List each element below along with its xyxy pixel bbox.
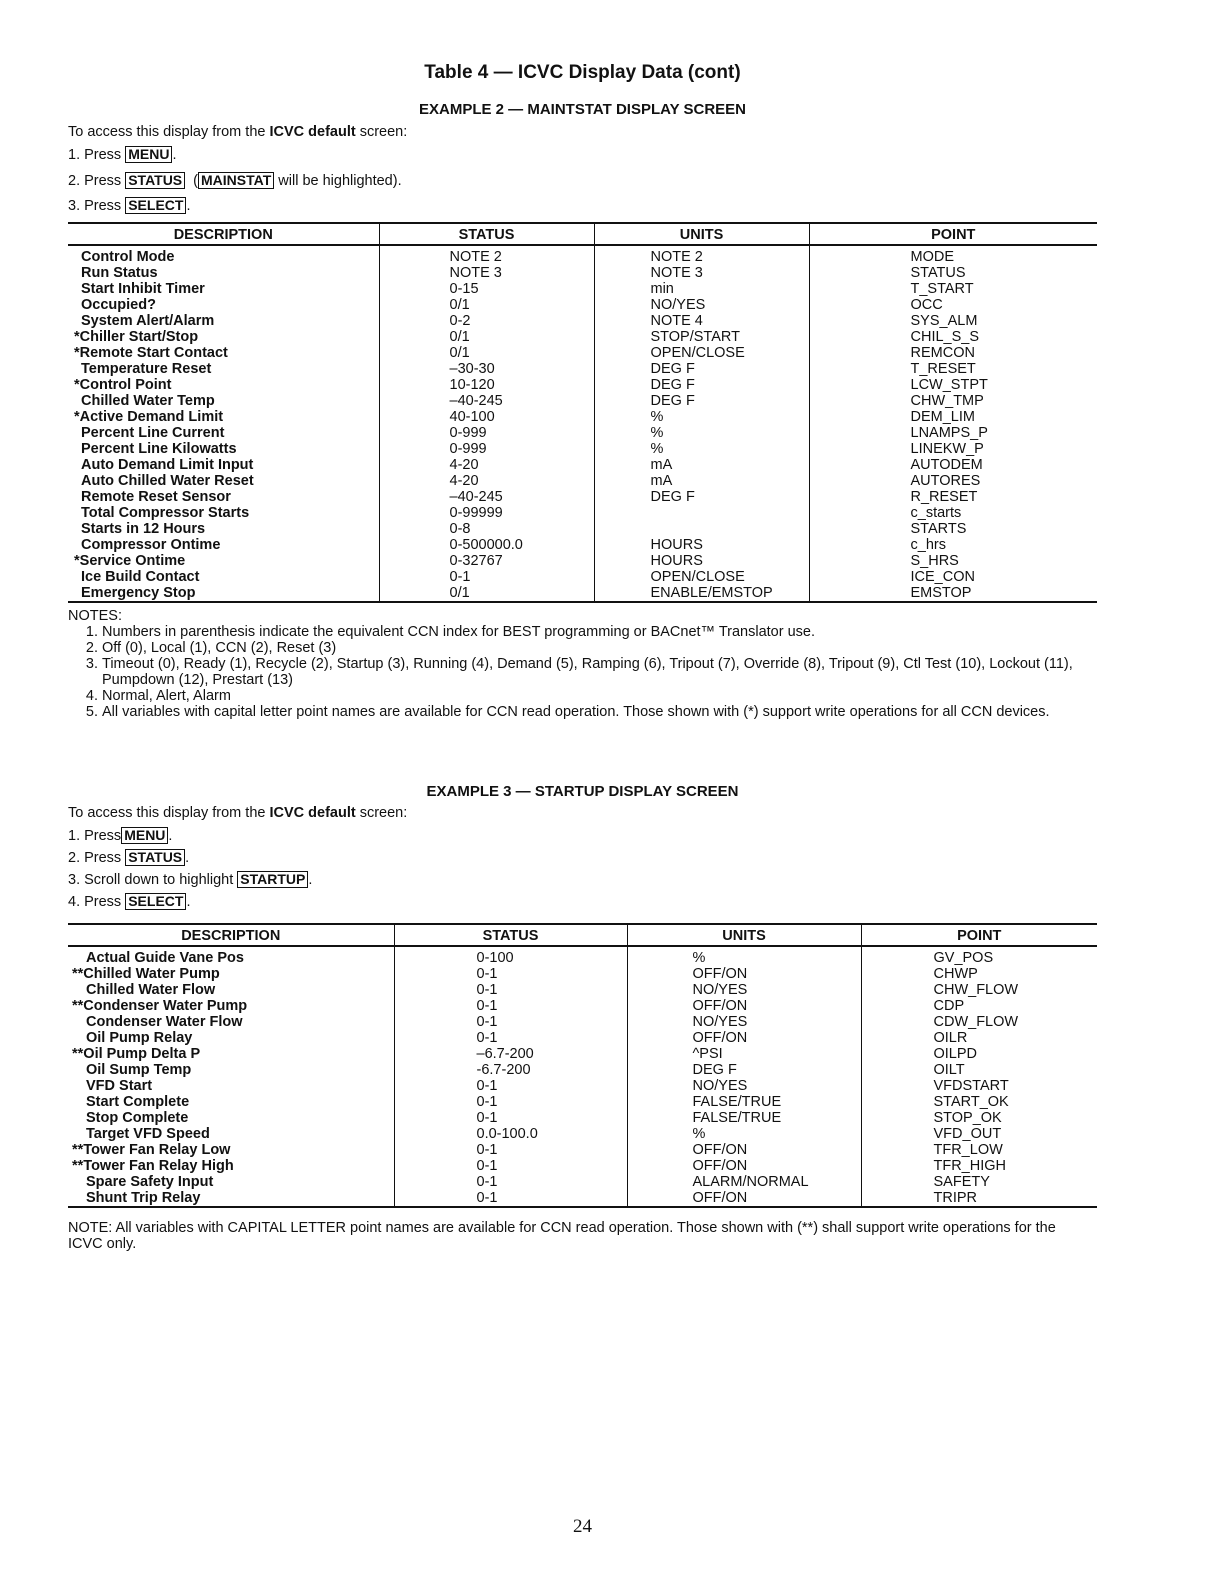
- step-text: 2. Press: [68, 173, 126, 189]
- select-key: SELECT: [125, 893, 186, 910]
- cell-description: *Control Point: [74, 377, 172, 393]
- example3-step-3: [68, 871, 312, 888]
- step-text: .: [308, 872, 313, 888]
- cell-status: 0/1: [379, 329, 594, 345]
- cell-point: OCC: [809, 297, 1097, 313]
- cell-units: NOTE 2: [594, 245, 809, 265]
- table-row: [68, 265, 1097, 281]
- cell-description: Auto Demand Limit Input: [81, 457, 254, 473]
- cell-status: –40-245: [379, 489, 594, 505]
- menu-key: MENU: [121, 827, 168, 844]
- example2-step-2: [68, 172, 402, 189]
- cell-description: Percent Line Kilowatts: [81, 441, 237, 457]
- cell-description: Remote Reset Sensor: [81, 489, 231, 505]
- cell-status: –6.7-200: [394, 1046, 627, 1062]
- cell-description: Shunt Trip Relay: [68, 1190, 394, 1207]
- cell-units: FALSE/TRUE: [627, 1110, 861, 1126]
- cell-units: NOTE 4: [594, 313, 809, 329]
- cell-status: 0-32767: [379, 553, 594, 569]
- cell-description: **Oil Pump Delta P: [72, 1046, 201, 1062]
- note-item: 5. All variables with capital letter point names are available for CCN read operation. Those shown with (*) support write operations for all CCN devices.: [102, 704, 1108, 720]
- cell-point: S_HRS: [809, 553, 1097, 569]
- notes-list: [68, 624, 1108, 720]
- cell-point: CHIL_S_S: [809, 329, 1097, 345]
- step-text: (: [189, 173, 198, 189]
- cell-point: OILR: [861, 1030, 1097, 1046]
- cell-point: OILPD: [861, 1046, 1097, 1062]
- table-row: [68, 1014, 1097, 1030]
- cell-status: 0-1: [394, 1094, 627, 1110]
- cell-units: NO/YES: [594, 297, 809, 313]
- step-text: will be highlighted).: [274, 173, 402, 189]
- cell-units: %: [627, 946, 861, 966]
- table-row: [68, 1046, 1097, 1062]
- cell-status: 0-8: [379, 521, 594, 537]
- cell-units: ^PSI: [627, 1046, 861, 1062]
- cell-units: OFF/ON: [627, 1190, 861, 1207]
- cell-status: 40-100: [379, 409, 594, 425]
- cell-point: AUTORES: [809, 473, 1097, 489]
- step-text: .: [186, 894, 191, 910]
- cell-point: REMCON: [809, 345, 1097, 361]
- cell-description: *Service Ontime: [74, 553, 186, 569]
- cell-status: 0/1: [379, 345, 594, 361]
- table-row: [68, 569, 1097, 585]
- cell-status: 0-1: [394, 1014, 627, 1030]
- cell-description: Percent Line Current: [81, 425, 225, 441]
- cell-units: min: [594, 281, 809, 297]
- table-row: [68, 1078, 1097, 1094]
- cell-status: 4-20: [379, 473, 594, 489]
- access-post: screen:: [355, 805, 408, 821]
- cell-units: %: [594, 425, 809, 441]
- step-text: .: [168, 828, 173, 844]
- startup-table: [68, 923, 1097, 1208]
- cell-description: Actual Guide Vane Pos: [86, 950, 244, 966]
- cell-units: mA: [594, 457, 809, 473]
- cell-units: DEG F: [594, 377, 809, 393]
- header-units: UNITS: [594, 223, 809, 245]
- cell-point: R_RESET: [809, 489, 1097, 505]
- table-header-row: [68, 924, 1097, 946]
- table-row: [68, 553, 1097, 569]
- cell-point: SYS_ALM: [809, 313, 1097, 329]
- table-row: [68, 409, 1097, 425]
- cell-description: VFD Start: [86, 1078, 153, 1094]
- cell-status: -6.7-200: [394, 1062, 627, 1078]
- cell-status: 0-1: [394, 1142, 627, 1158]
- table-row: [68, 998, 1097, 1014]
- table-row: [68, 982, 1097, 998]
- cell-units: %: [594, 441, 809, 457]
- cell-point: c_hrs: [809, 537, 1097, 553]
- cell-description: Occupied?: [81, 297, 156, 313]
- table-header-row: [68, 223, 1097, 245]
- cell-units: OFF/ON: [627, 1158, 861, 1174]
- cell-description: *Remote Start Contact: [74, 345, 228, 361]
- cell-units: STOP/START: [594, 329, 809, 345]
- cell-point: LNAMPS_P: [809, 425, 1097, 441]
- cell-point: VFD_OUT: [861, 1126, 1097, 1142]
- cell-status: 0-500000.0: [379, 537, 594, 553]
- cell-description: Total Compressor Starts: [81, 505, 250, 521]
- mainstat-key: MAINSTAT: [198, 172, 274, 189]
- table-row: [68, 1094, 1097, 1110]
- cell-status: 0-1: [394, 1174, 627, 1190]
- table-row: [68, 966, 1097, 982]
- example2-access-instruction: [68, 124, 407, 140]
- cell-point: EMSTOP: [809, 585, 1097, 602]
- cell-point: c_starts: [809, 505, 1097, 521]
- cell-point: TFR_LOW: [861, 1142, 1097, 1158]
- table-row: [68, 1190, 1097, 1207]
- cell-point: LCW_STPT: [809, 377, 1097, 393]
- cell-units: NO/YES: [627, 1078, 861, 1094]
- step-text: 1. Press: [68, 828, 122, 844]
- cell-point: STOP_OK: [861, 1110, 1097, 1126]
- cell-units: ALARM/NORMAL: [627, 1174, 861, 1190]
- cell-point: CHWP: [861, 966, 1097, 982]
- cell-description: Condenser Water Flow: [86, 1014, 243, 1030]
- cell-point: TFR_HIGH: [861, 1158, 1097, 1174]
- cell-status: 0-1: [394, 982, 627, 998]
- cell-units: [594, 505, 809, 521]
- page-number: 24: [573, 1516, 592, 1537]
- cell-status: 0.0-100.0: [394, 1126, 627, 1142]
- cell-status: 10-120: [379, 377, 594, 393]
- cell-units: OFF/ON: [627, 1030, 861, 1046]
- cell-status: –30-30: [379, 361, 594, 377]
- cell-point: LINEKW_P: [809, 441, 1097, 457]
- cell-description: *Chiller Start/Stop: [74, 329, 199, 345]
- table-row: [68, 537, 1097, 553]
- cell-description: Run Status: [81, 265, 158, 281]
- table-row: [68, 377, 1097, 393]
- startup-table-body: [68, 946, 1097, 1207]
- access-pre: To access this display from the: [68, 124, 270, 140]
- step-text: 3. Scroll down to highlight: [68, 872, 238, 888]
- table-row: [68, 1126, 1097, 1142]
- maintstat-table: [68, 222, 1097, 603]
- step-text: 4. Press: [68, 894, 126, 910]
- cell-status: 0/1: [379, 297, 594, 313]
- cell-units: NOTE 3: [594, 265, 809, 281]
- cell-status: 0-2: [379, 313, 594, 329]
- cell-units: ENABLE/EMSTOP: [594, 585, 809, 602]
- example3-heading: EXAMPLE 3 — STARTUP DISPLAY SCREEN: [426, 783, 739, 800]
- cell-description: Emergency Stop: [68, 585, 379, 602]
- header-point: POINT: [861, 924, 1097, 946]
- note-item: 3. Timeout (0), Ready (1), Recycle (2), Startup (3), Running (4), Demand (5), Ramping (6), Tripout (7), Override (8), Tripout (9), Ctl Test (10), Lockout (11), Pumpdown (12), Prestart (13): [102, 656, 1108, 688]
- cell-status: 0/1: [379, 585, 594, 602]
- cell-status: 0-99999: [379, 505, 594, 521]
- cell-description: **Condenser Water Pump: [72, 998, 248, 1014]
- cell-status: NOTE 3: [379, 265, 594, 281]
- table-row: [68, 329, 1097, 345]
- cell-description: Spare Safety Input: [86, 1174, 214, 1190]
- cell-point: MODE: [809, 245, 1097, 265]
- cell-description: Oil Sump Temp: [86, 1062, 192, 1078]
- example2-heading: EXAMPLE 2 — MAINTSTAT DISPLAY SCREEN: [419, 101, 746, 118]
- table-row: [68, 457, 1097, 473]
- header-units: UNITS: [627, 924, 861, 946]
- table-row: [68, 245, 1097, 265]
- cell-point: AUTODEM: [809, 457, 1097, 473]
- example3-access-instruction: [68, 805, 407, 821]
- cell-description: **Tower Fan Relay Low: [72, 1142, 231, 1158]
- table-row: [68, 297, 1097, 313]
- table-row: [68, 1062, 1097, 1078]
- note-item: 2. Off (0), Local (1), CCN (2), Reset (3): [102, 640, 1108, 656]
- cell-units: OFF/ON: [627, 966, 861, 982]
- cell-status: 4-20: [379, 457, 594, 473]
- cell-units: [594, 521, 809, 537]
- cell-units: OPEN/CLOSE: [594, 569, 809, 585]
- table-row: [68, 425, 1097, 441]
- step-text: .: [185, 850, 190, 866]
- cell-description: Target VFD Speed: [86, 1126, 210, 1142]
- cell-units: mA: [594, 473, 809, 489]
- cell-status: 0-999: [379, 441, 594, 457]
- notes-heading: NOTES:: [68, 608, 122, 624]
- table-row: [68, 345, 1097, 361]
- cell-units: %: [594, 409, 809, 425]
- cell-units: OPEN/CLOSE: [594, 345, 809, 361]
- cell-units: DEG F: [594, 361, 809, 377]
- cell-point: T_START: [809, 281, 1097, 297]
- cell-description: Chilled Water Temp: [81, 393, 215, 409]
- example2-step-3: [68, 197, 190, 214]
- startup-key: STARTUP: [237, 871, 308, 888]
- access-post: screen:: [355, 124, 408, 140]
- status-key: STATUS: [125, 849, 185, 866]
- cell-units: DEG F: [594, 393, 809, 409]
- maintstat-table-body: [68, 245, 1097, 602]
- cell-status: 0-1: [394, 998, 627, 1014]
- cell-description: Auto Chilled Water Reset: [81, 473, 254, 489]
- step-text: 1. Press: [68, 147, 126, 163]
- cell-units: OFF/ON: [627, 1142, 861, 1158]
- cell-units: OFF/ON: [627, 998, 861, 1014]
- cell-description: Ice Build Contact: [81, 569, 200, 585]
- table-row: [68, 505, 1097, 521]
- table-row: [68, 361, 1097, 377]
- cell-status: 0-1: [379, 569, 594, 585]
- access-pre: To access this display from the: [68, 805, 270, 821]
- cell-units: DEG F: [594, 489, 809, 505]
- cell-status: NOTE 2: [379, 245, 594, 265]
- cell-description: *Active Demand Limit: [74, 409, 224, 425]
- cell-description: **Chilled Water Pump: [72, 966, 220, 982]
- cell-status: 0-1: [394, 1110, 627, 1126]
- step-text: 2. Press: [68, 850, 126, 866]
- cell-description: System Alert/Alarm: [81, 313, 215, 329]
- menu-key: MENU: [125, 146, 172, 163]
- table-row: [68, 473, 1097, 489]
- cell-description: Oil Pump Relay: [86, 1030, 193, 1046]
- cell-description: Control Mode: [81, 249, 175, 265]
- table-row: [68, 521, 1097, 537]
- cell-point: VFDSTART: [861, 1078, 1097, 1094]
- cell-status: 0-999: [379, 425, 594, 441]
- cell-units: NO/YES: [627, 982, 861, 998]
- header-status: STATUS: [394, 924, 627, 946]
- cell-description: Starts in 12 Hours: [81, 521, 206, 537]
- cell-point: STARTS: [809, 521, 1097, 537]
- cell-units: FALSE/TRUE: [627, 1094, 861, 1110]
- cell-status: –40-245: [379, 393, 594, 409]
- table-row: [68, 1110, 1097, 1126]
- table-row: [68, 585, 1097, 602]
- cell-point: CHW_FLOW: [861, 982, 1097, 998]
- cell-point: START_OK: [861, 1094, 1097, 1110]
- cell-point: DEM_LIM: [809, 409, 1097, 425]
- cell-point: CHW_TMP: [809, 393, 1097, 409]
- cell-description: Temperature Reset: [81, 361, 212, 377]
- example3-step-4: [68, 893, 190, 910]
- access-bold: ICVC default: [269, 805, 356, 821]
- header-description: DESCRIPTION: [68, 223, 379, 245]
- table-row: [68, 393, 1097, 409]
- cell-status: 0-1: [394, 1158, 627, 1174]
- header-point: POINT: [809, 223, 1097, 245]
- header-description: DESCRIPTION: [68, 924, 394, 946]
- cell-units: DEG F: [627, 1062, 861, 1078]
- cell-description: Stop Complete: [86, 1110, 189, 1126]
- step-text: .: [186, 198, 191, 214]
- table-row: [68, 441, 1097, 457]
- cell-description: Start Inhibit Timer: [81, 281, 205, 297]
- example3-note: NOTE: All variables with CAPITAL LETTER point names are available for CCN read operation. Those shown with (**) shall support write operations for the ICVC only.: [68, 1220, 1056, 1252]
- cell-point: T_RESET: [809, 361, 1097, 377]
- table-row: [68, 489, 1097, 505]
- cell-point: TRIPR: [861, 1190, 1097, 1207]
- table-title: Table 4 — ICVC Display Data (cont): [424, 62, 741, 83]
- cell-status: 0-100: [394, 946, 627, 966]
- cell-point: STATUS: [809, 265, 1097, 281]
- cell-status: 0-1: [394, 1030, 627, 1046]
- cell-point: OILT: [861, 1062, 1097, 1078]
- cell-point: CDP: [861, 998, 1097, 1014]
- cell-description: **Tower Fan Relay High: [72, 1158, 234, 1174]
- cell-units: HOURS: [594, 537, 809, 553]
- access-bold: ICVC default: [269, 124, 356, 140]
- cell-units: HOURS: [594, 553, 809, 569]
- header-status: STATUS: [379, 223, 594, 245]
- table-row: [68, 281, 1097, 297]
- step-text: .: [172, 147, 177, 163]
- example2-step-1: [68, 146, 176, 163]
- cell-status: 0-1: [394, 966, 627, 982]
- example2-notes: [68, 608, 1108, 720]
- cell-status: 0-1: [394, 1078, 627, 1094]
- status-key: STATUS: [125, 172, 185, 189]
- cell-status: 0-1: [394, 1190, 627, 1207]
- cell-description: Start Complete: [86, 1094, 190, 1110]
- table-row: [68, 1158, 1097, 1174]
- table-row: [68, 1142, 1097, 1158]
- cell-point: SAFETY: [861, 1174, 1097, 1190]
- table-row: [68, 313, 1097, 329]
- step-text: 3. Press: [68, 198, 126, 214]
- cell-units: %: [627, 1126, 861, 1142]
- table-row: [68, 1174, 1097, 1190]
- select-key: SELECT: [125, 197, 186, 214]
- note-item: 1. Numbers in parenthesis indicate the equivalent CCN index for BEST programming or BACnet™ Translator use.: [102, 624, 1108, 640]
- note-item: 4. Normal, Alert, Alarm: [102, 688, 1108, 704]
- table-row: [68, 1030, 1097, 1046]
- cell-description: Compressor Ontime: [81, 537, 221, 553]
- cell-units: NO/YES: [627, 1014, 861, 1030]
- example3-step-1: [68, 827, 172, 844]
- cell-description: Chilled Water Flow: [86, 982, 216, 998]
- cell-point: GV_POS: [861, 946, 1097, 966]
- example3-step-2: [68, 849, 189, 866]
- cell-point: CDW_FLOW: [861, 1014, 1097, 1030]
- cell-status: 0-15: [379, 281, 594, 297]
- cell-point: ICE_CON: [809, 569, 1097, 585]
- table-row: [68, 946, 1097, 966]
